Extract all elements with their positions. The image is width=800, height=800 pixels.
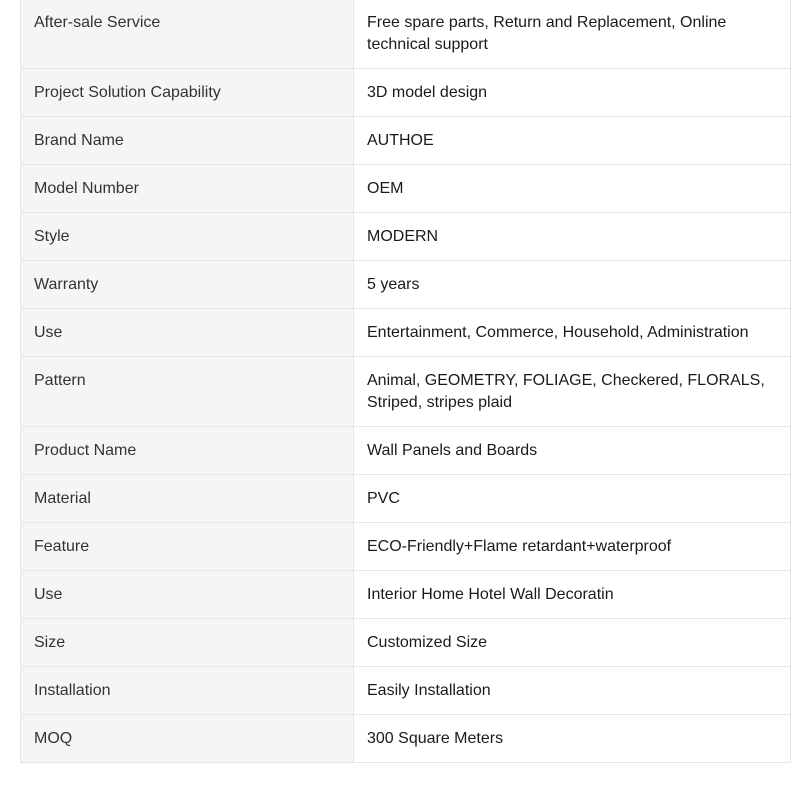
spec-value: 3D model design	[354, 69, 791, 117]
table-row	[21, 715, 791, 763]
spec-value: Customized Size	[354, 619, 791, 667]
spec-label: Material	[21, 475, 354, 523]
spec-value: OEM	[354, 165, 791, 213]
table-row	[21, 357, 791, 427]
spec-value: Animal, GEOMETRY, FOLIAGE, Checkered, FLORALS, Striped, stripes plaid	[354, 357, 791, 427]
specs-table-body	[21, 0, 791, 763]
spec-label: Project Solution Capability	[21, 69, 354, 117]
spec-label: Pattern	[21, 357, 354, 427]
spec-value: Easily Installation	[354, 667, 791, 715]
spec-value: Wall Panels and Boards	[354, 427, 791, 475]
spec-label: Style	[21, 213, 354, 261]
spec-label: After-sale Service	[21, 0, 354, 69]
table-row	[21, 667, 791, 715]
spec-label: Warranty	[21, 261, 354, 309]
spec-value: Free spare parts, Return and Replacement, Online technical support	[354, 0, 791, 69]
table-row	[21, 261, 791, 309]
table-row	[21, 69, 791, 117]
product-specs-table	[20, 0, 791, 763]
spec-value: Interior Home Hotel Wall Decoratin	[354, 571, 791, 619]
spec-value: Entertainment, Commerce, Household, Administration	[354, 309, 791, 357]
spec-label: Feature	[21, 523, 354, 571]
spec-label: Use	[21, 571, 354, 619]
table-row	[21, 165, 791, 213]
spec-label: Brand Name	[21, 117, 354, 165]
table-row	[21, 523, 791, 571]
spec-value: PVC	[354, 475, 791, 523]
table-row	[21, 117, 791, 165]
spec-label: MOQ	[21, 715, 354, 763]
spec-value: ECO-Friendly+Flame retardant+waterproof	[354, 523, 791, 571]
table-row	[21, 309, 791, 357]
table-row	[21, 475, 791, 523]
spec-value: 300 Square Meters	[354, 715, 791, 763]
table-row	[21, 0, 791, 69]
spec-value: AUTHOE	[354, 117, 791, 165]
spec-value: 5 years	[354, 261, 791, 309]
table-row	[21, 213, 791, 261]
table-row	[21, 571, 791, 619]
spec-label: Product Name	[21, 427, 354, 475]
table-row	[21, 427, 791, 475]
spec-label: Model Number	[21, 165, 354, 213]
table-row	[21, 619, 791, 667]
spec-label: Use	[21, 309, 354, 357]
spec-label: Size	[21, 619, 354, 667]
spec-value: MODERN	[354, 213, 791, 261]
spec-label: Installation	[21, 667, 354, 715]
